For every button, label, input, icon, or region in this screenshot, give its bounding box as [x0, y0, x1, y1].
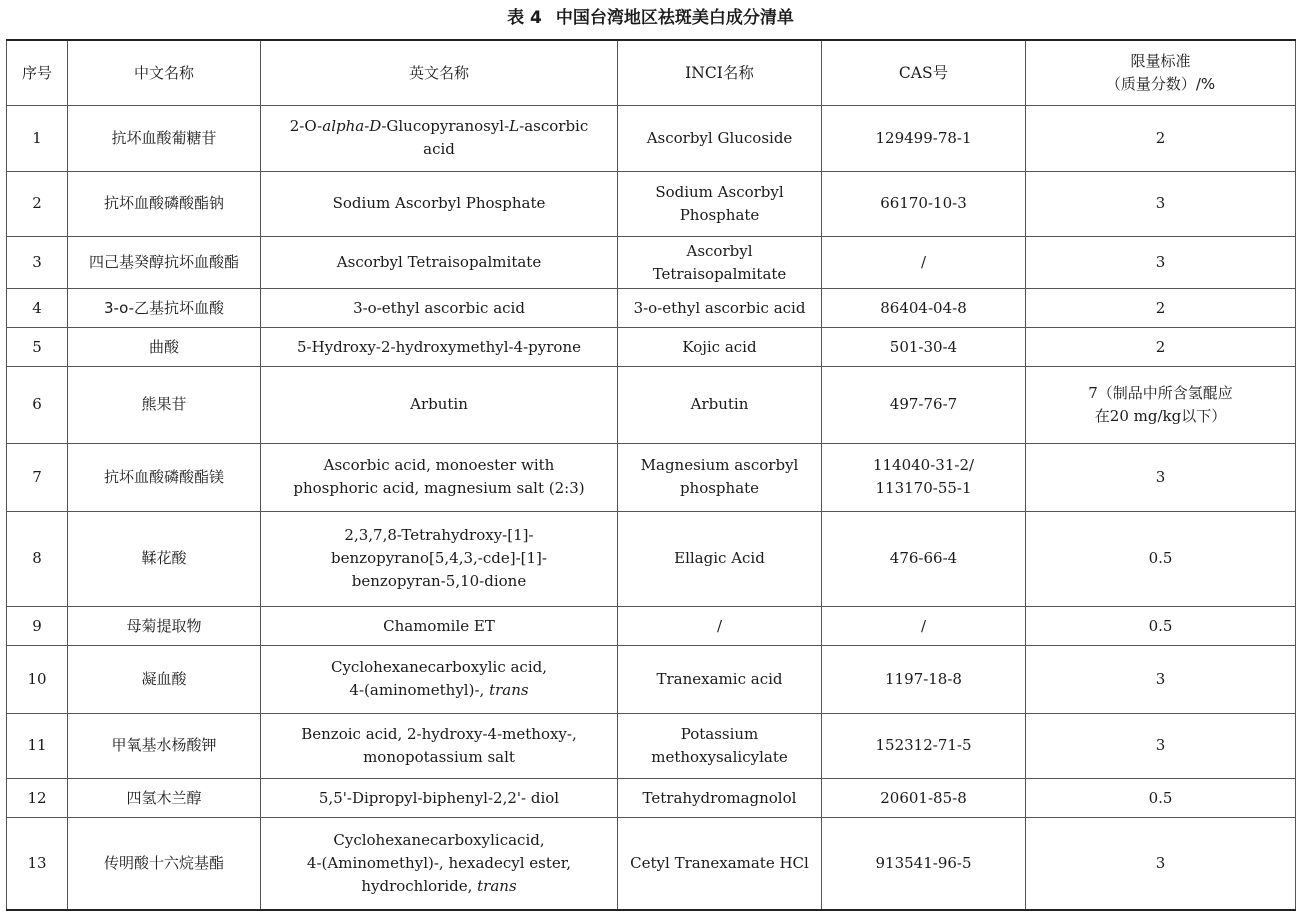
cell-english-name: 3-o-ethyl ascorbic acid [261, 289, 618, 328]
cell-limit: 2 [1026, 106, 1296, 172]
cell-limit: 0.5 [1026, 511, 1296, 607]
cell-english-name: Cyclohexanecarboxylicacid, 4-(Aminomethyl)-, hexadecyl ester, hydrochloride, trans [261, 818, 618, 910]
cell-english-name: Sodium Ascorbyl Phosphate [261, 171, 618, 237]
cell-chinese-name: 抗坏血酸磷酸酯镁 [68, 443, 261, 511]
cell-cas: 476-66-4 [822, 511, 1026, 607]
table-row [7, 713, 1296, 779]
cell-cas: 497-76-7 [822, 367, 1026, 444]
table-row [7, 237, 1296, 289]
cell-cas: 1197-18-8 [822, 645, 1026, 713]
table-caption [0, 6, 1301, 30]
cell-english-name: Cyclohexanecarboxylic acid, 4-(aminomethyl)-, trans [261, 645, 618, 713]
cell-english-name: Arbutin [261, 367, 618, 444]
cell-cas: 152312-71-5 [822, 713, 1026, 779]
cell-chinese-name: 凝血酸 [68, 645, 261, 713]
cell-chinese-name: 四氢木兰醇 [68, 779, 261, 818]
cell-number: 3 [7, 237, 68, 289]
header-english-name: 英文名称 [261, 40, 618, 106]
cell-english-name: 2-O-alpha-D-Glucopyranosyl-L-ascorbic acid [261, 106, 618, 172]
cell-chinese-name: 抗坏血酸磷酸酯钠 [68, 171, 261, 237]
table-row [7, 818, 1296, 910]
table-title: 中国台湾地区祛斑美白成分清单 [555, 8, 794, 28]
table-number: 表 4 [507, 8, 542, 28]
cell-chinese-name: 母菊提取物 [68, 607, 261, 646]
cell-number: 2 [7, 171, 68, 237]
header-inci-name: INCI名称 [618, 40, 822, 106]
cell-cas: 129499-78-1 [822, 106, 1026, 172]
cell-chinese-name: 抗坏血酸葡糖苷 [68, 106, 261, 172]
table-row [7, 607, 1296, 646]
cell-number: 6 [7, 367, 68, 444]
cell-number: 1 [7, 106, 68, 172]
cell-inci-name: Magnesium ascorbyl phosphate [618, 443, 822, 511]
cell-cas: 66170-10-3 [822, 171, 1026, 237]
cell-chinese-name: 熊果苷 [68, 367, 261, 444]
cell-limit: 3 [1026, 237, 1296, 289]
cell-limit: 3 [1026, 645, 1296, 713]
cell-chinese-name: 四己基癸醇抗坏血酸酯 [68, 237, 261, 289]
cell-cas: 913541-96-5 [822, 818, 1026, 910]
cell-number: 4 [7, 289, 68, 328]
cell-english-name: Ascorbyl Tetraisopalmitate [261, 237, 618, 289]
cell-chinese-name: 曲酸 [68, 328, 261, 367]
cell-english-name: 2,3,7,8-Tetrahydroxy-[1]- benzopyrano[5,4,3,-cde]-[1]- benzopyran-5,10-dione [261, 511, 618, 607]
cell-cas: / [822, 607, 1026, 646]
cell-inci-name: Tetrahydromagnolol [618, 779, 822, 818]
header-number: 序号 [7, 40, 68, 106]
table-row [7, 645, 1296, 713]
cell-chinese-name: 3-o-乙基抗坏血酸 [68, 289, 261, 328]
cell-chinese-name: 传明酸十六烷基酯 [68, 818, 261, 910]
whitening-ingredients-table [6, 39, 1296, 911]
table-row [7, 289, 1296, 328]
cell-number: 8 [7, 511, 68, 607]
header-chinese-name: 中文名称 [68, 40, 261, 106]
header-limit-line2: （质量分数）/% [1105, 75, 1216, 94]
table-row [7, 171, 1296, 237]
cell-limit: 2 [1026, 289, 1296, 328]
cell-cas: 20601-85-8 [822, 779, 1026, 818]
cell-inci-name: Kojic acid [618, 328, 822, 367]
cell-limit: 0.5 [1026, 607, 1296, 646]
table-row [7, 106, 1296, 172]
cell-english-name: 5,5'-Dipropyl-biphenyl-2,2'- diol [261, 779, 618, 818]
cell-cas: / [822, 237, 1026, 289]
cell-inci-name: Arbutin [618, 367, 822, 444]
cell-inci-name: Ascorbyl Tetraisopalmitate [618, 237, 822, 289]
table-row [7, 443, 1296, 511]
cell-limit: 3 [1026, 443, 1296, 511]
cell-english-name: 5-Hydroxy-2-hydroxymethyl-4-pyrone [261, 328, 618, 367]
header-row [7, 40, 1296, 106]
cell-limit: 2 [1026, 328, 1296, 367]
cell-inci-name: Potassium methoxysalicylate [618, 713, 822, 779]
cell-inci-name: Ellagic Acid [618, 511, 822, 607]
table-row [7, 779, 1296, 818]
cell-number: 11 [7, 713, 68, 779]
cell-inci-name: Ascorbyl Glucoside [618, 106, 822, 172]
cell-inci-name: / [618, 607, 822, 646]
cell-chinese-name: 鞣花酸 [68, 511, 261, 607]
cell-inci-name: Tranexamic acid [618, 645, 822, 713]
cell-limit: 0.5 [1026, 779, 1296, 818]
table-row [7, 511, 1296, 607]
header-limit [1026, 40, 1296, 106]
cell-chinese-name: 甲氧基水杨酸钾 [68, 713, 261, 779]
cell-english-name: Benzoic acid, 2-hydroxy-4-methoxy-, monopotassium salt [261, 713, 618, 779]
cell-limit: 3 [1026, 818, 1296, 910]
header-cas-number: CAS号 [822, 40, 1026, 106]
cell-number: 12 [7, 779, 68, 818]
cell-inci-name: Sodium Ascorbyl Phosphate [618, 171, 822, 237]
table-row [7, 367, 1296, 444]
cell-limit: 7（制品中所含氢醌应 在20 mg/kg以下） [1026, 367, 1296, 444]
cell-english-name: Ascorbic acid, monoester with phosphoric acid, magnesium salt (2:3) [261, 443, 618, 511]
cell-cas: 114040-31-2/ 113170-55-1 [822, 443, 1026, 511]
cell-inci-name: Cetyl Tranexamate HCl [618, 818, 822, 910]
cell-number: 7 [7, 443, 68, 511]
cell-limit: 3 [1026, 171, 1296, 237]
cell-cas: 86404-04-8 [822, 289, 1026, 328]
table-row [7, 328, 1296, 367]
cell-cas: 501-30-4 [822, 328, 1026, 367]
cell-number: 10 [7, 645, 68, 713]
cell-limit: 3 [1026, 713, 1296, 779]
cell-inci-name: 3-o-ethyl ascorbic acid [618, 289, 822, 328]
cell-english-name: Chamomile ET [261, 607, 618, 646]
cell-number: 5 [7, 328, 68, 367]
header-limit-line1: 限量标准 [1130, 52, 1191, 71]
cell-number: 9 [7, 607, 68, 646]
cell-number: 13 [7, 818, 68, 910]
